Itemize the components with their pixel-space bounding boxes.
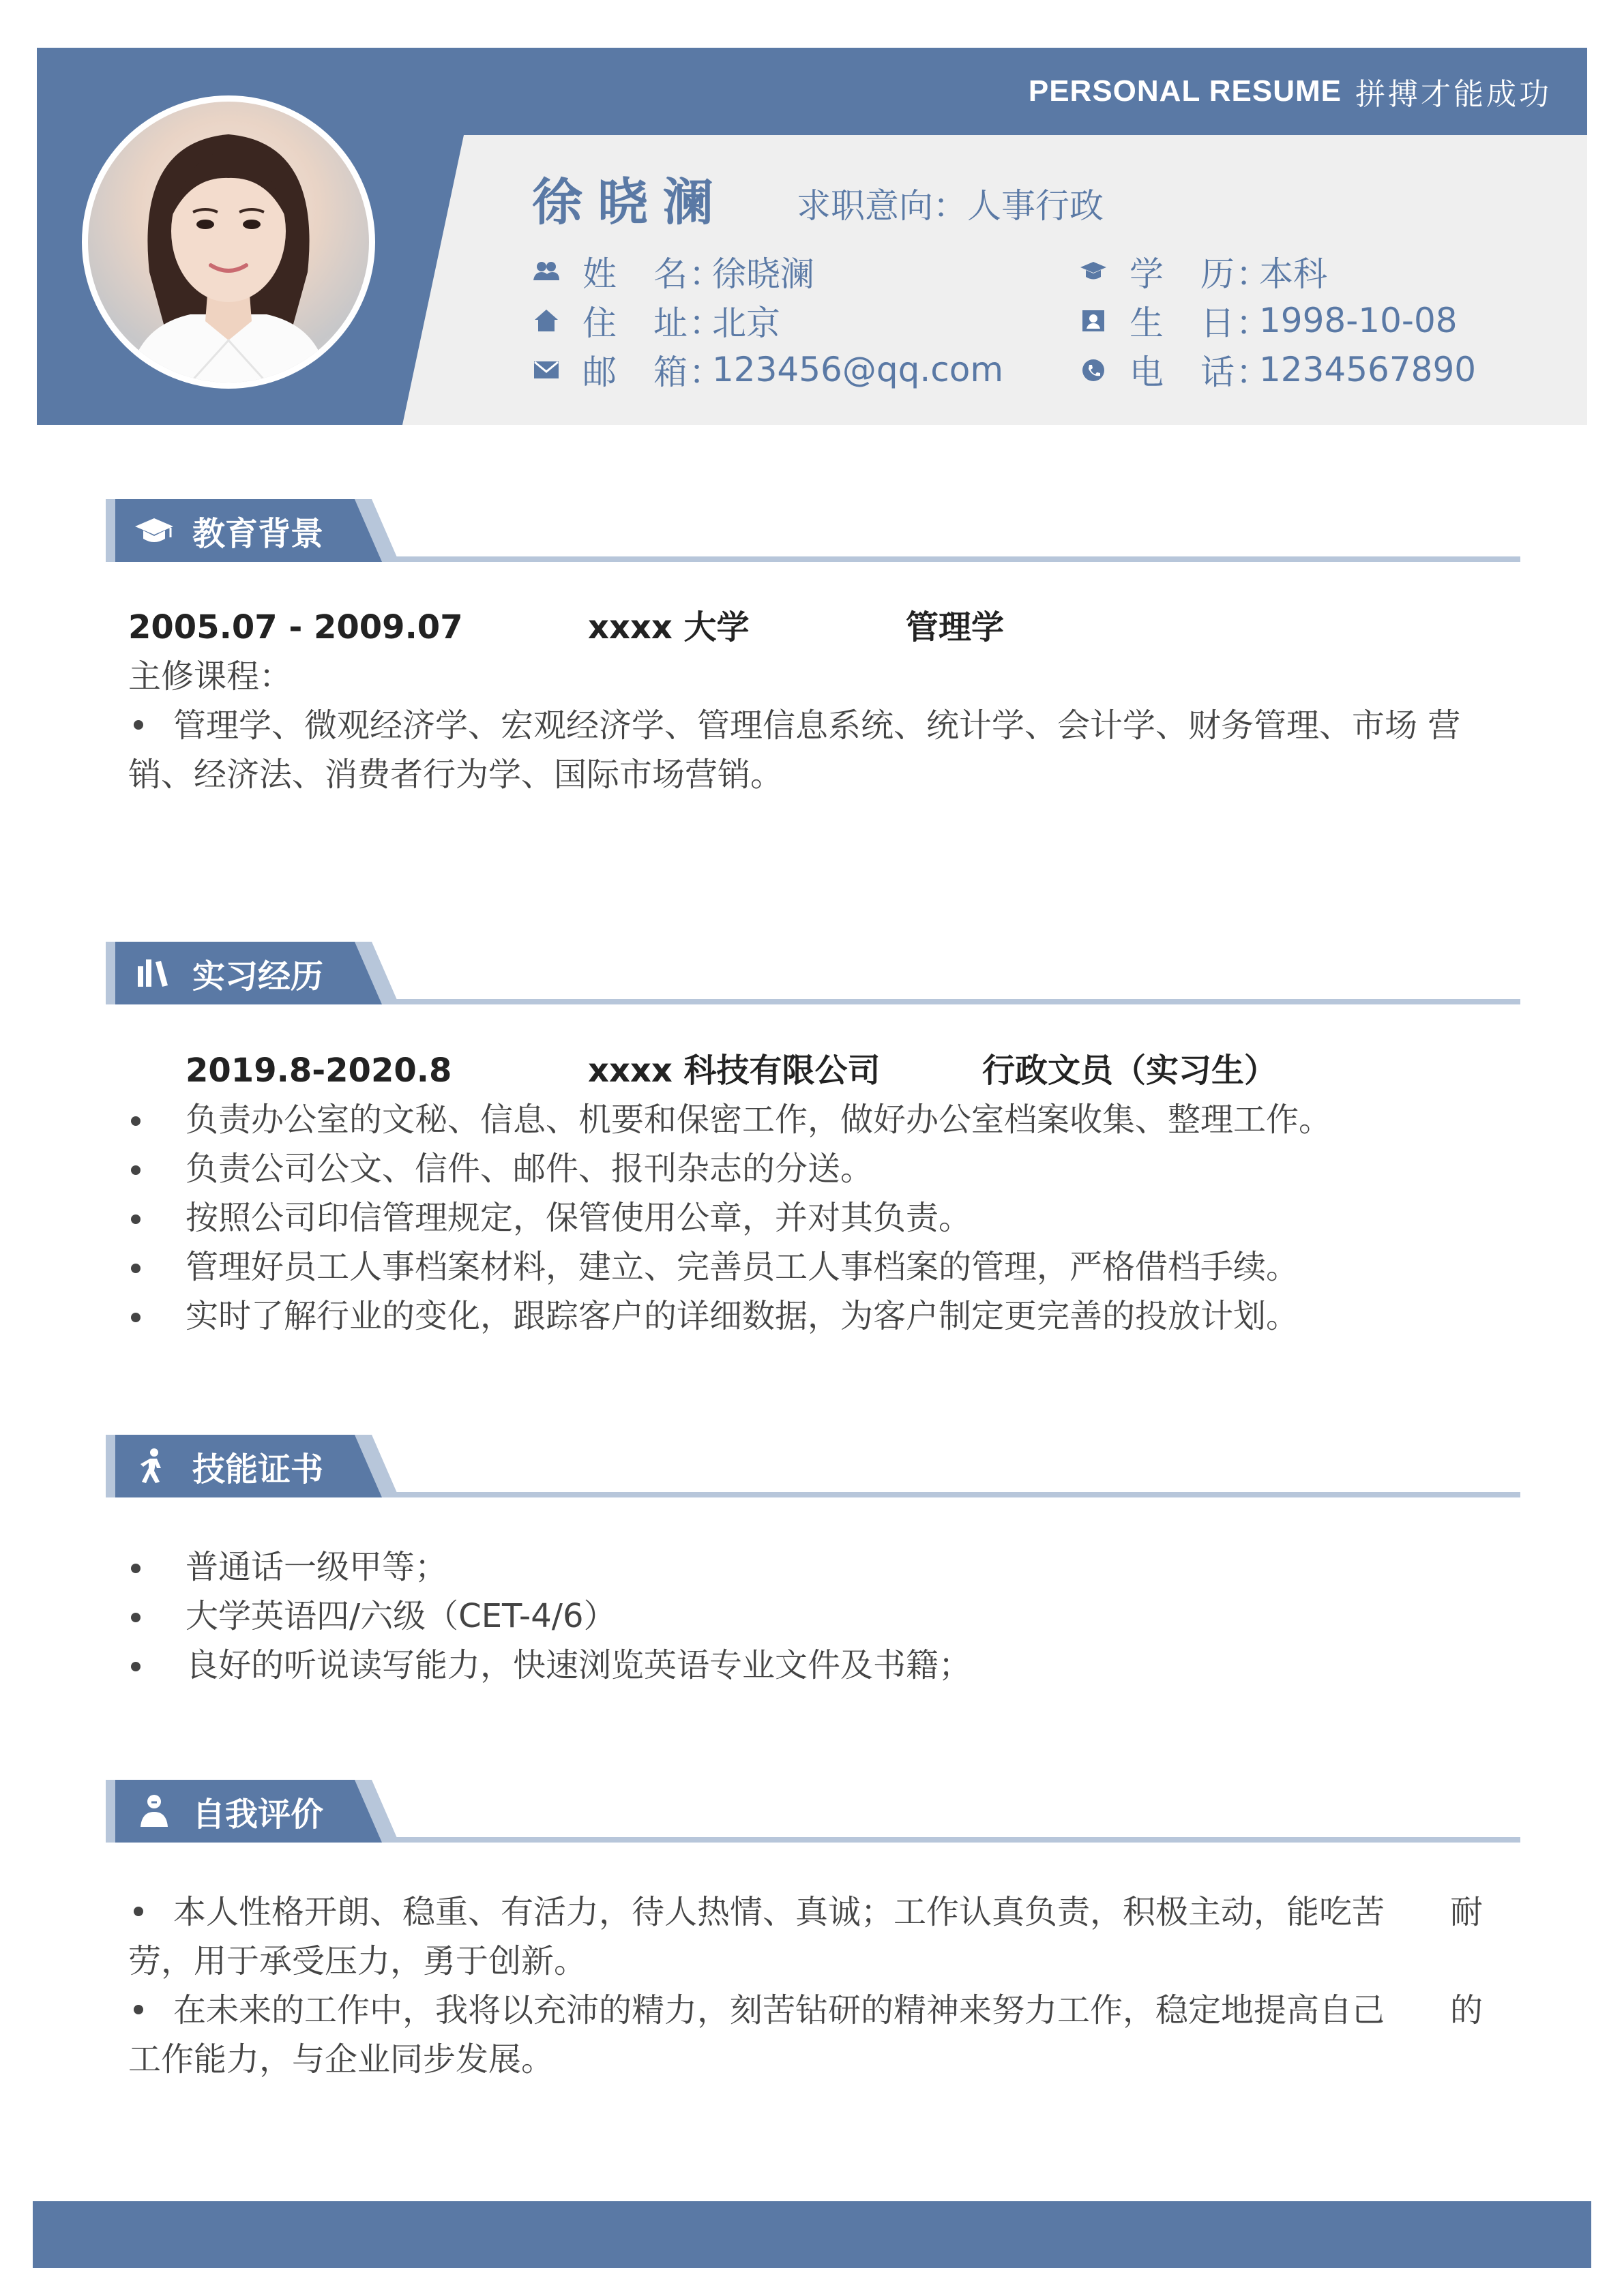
- self-eval-text: 本人性格开朗、稳重、有活力，待人热情、真诚；工作认真负责，积极主动，能吃苦 耐: [173, 1893, 1483, 1931]
- info-email-value: 123456@qq.com: [712, 350, 1004, 389]
- bullet: [134, 1907, 143, 1916]
- list-item: 良好的听说读写能力，快速浏览英语专业文件及书籍；: [128, 1641, 971, 1690]
- section-tab-stripe: [106, 499, 115, 562]
- info-phone: [1079, 345, 1476, 394]
- phone-icon: [1079, 355, 1108, 384]
- graduation-cap-icon: [1079, 257, 1108, 286]
- info-degree: [1079, 247, 1327, 296]
- list-item: 按照公司印信管理规定，保管使用公章，并对其负责。: [128, 1193, 1331, 1242]
- skills-list: [128, 1542, 971, 1690]
- list-item: 管理好员工人事档案材料，建立、完善员工人事档案的管理，严格借档手续。: [128, 1242, 1331, 1292]
- home-icon: [532, 306, 561, 335]
- section-title-text: 自我评价: [192, 1795, 324, 1834]
- section-title-skills: [134, 1435, 323, 1497]
- tagline-en: PERSONAL RESUME: [1028, 74, 1342, 108]
- section-tab-stripe: [106, 1435, 115, 1497]
- id-badge-icon: [1079, 306, 1108, 335]
- internship-duties: [128, 1095, 1331, 1341]
- courses-line-cont: 销、经济法、消费者行为学、国际市场营销。: [128, 756, 784, 794]
- info-name-value: 徐晓澜: [712, 254, 814, 294]
- candidate-name: 徐晓澜: [532, 173, 728, 232]
- tagline-cn: 拼搏才能成功: [1355, 77, 1552, 112]
- info-name: [532, 247, 814, 296]
- people-icon: [532, 257, 561, 286]
- info-address: [532, 296, 780, 345]
- info-birthday-value: 1998-10-08: [1259, 301, 1458, 340]
- info-address-label: 住 址：: [582, 303, 724, 343]
- info-degree-value: 本科: [1259, 254, 1327, 294]
- courses-text: 管理学、微观经济学、宏观经济学、管理信息系统、统计学、会计学、财务管理、市场 营: [173, 706, 1461, 745]
- list-item: 普通话一级甲等；: [128, 1542, 971, 1592]
- list-item: 实时了解行业的变化，跟踪客户的详细数据，为客户制定更完善的投放计划。: [128, 1292, 1331, 1341]
- internship-period: 2019.8-2020.8: [186, 1052, 452, 1090]
- walking-person-icon: [134, 1448, 175, 1485]
- info-degree-label: 学 历：: [1130, 254, 1271, 294]
- user-pin-icon: [134, 1793, 175, 1830]
- info-email: [532, 345, 1003, 394]
- section-title-text: 实习经历: [192, 957, 324, 996]
- info-name-label: 姓 名：: [582, 254, 724, 294]
- header-tagline: [1029, 48, 1587, 135]
- self-eval-paragraph-1-cont: 劳，用于承受压力，勇于创新。: [128, 1942, 587, 1980]
- graduation-cap-icon: [134, 514, 175, 547]
- section-title-text: 技能证书: [192, 1450, 324, 1489]
- list-item: 大学英语四/六级（CET-4/6）: [128, 1592, 971, 1641]
- section-tab-stripe: [106, 1780, 115, 1843]
- info-phone-label: 电 话：: [1130, 353, 1271, 392]
- section-tab-stripe: [106, 942, 115, 1004]
- internship-role: 行政文员（实习生）: [982, 1052, 1278, 1090]
- education-period: 2005.07 - 2009.07: [128, 608, 463, 646]
- section-title-education: [134, 499, 323, 562]
- bullet: [134, 2005, 143, 2014]
- courses-line: [128, 701, 1460, 750]
- avatar-frame: [82, 95, 375, 389]
- info-birthday-label: 生 日：: [1130, 303, 1271, 343]
- footer-band: [33, 2201, 1591, 2268]
- self-eval-paragraph-2-cont: 工作能力，与企业同步发展。: [128, 2040, 555, 2078]
- info-email-label: 邮 箱：: [582, 353, 724, 392]
- section-title-internship: [134, 942, 323, 1004]
- self-eval-text: 在未来的工作中，我将以充沛的精力，刻苦钻研的精神来努力工作，稳定地提高自己 的: [173, 1991, 1483, 2029]
- courses-label: 主修课程：: [128, 657, 293, 696]
- section-title-self-evaluation: [134, 1780, 323, 1843]
- avatar: [88, 102, 369, 383]
- books-icon: [134, 957, 175, 989]
- self-eval-paragraph-1: [128, 1888, 1483, 1937]
- job-intent: 求职意向：人事行政: [797, 186, 1104, 226]
- bullet: [134, 720, 143, 730]
- education-major: 管理学: [906, 608, 1005, 646]
- internship-company: xxxx 科技有限公司: [588, 1052, 881, 1090]
- list-item: 负责办公室的文秘、信息、机要和保密工作，做好办公室档案收集、整理工作。: [128, 1095, 1331, 1144]
- education-school: xxxx 大学: [588, 608, 750, 646]
- mail-icon: [532, 355, 561, 384]
- info-address-value: 北京: [712, 303, 780, 343]
- portrait-illustration: [88, 102, 369, 383]
- section-title-text: 教育背景: [192, 514, 324, 553]
- self-eval-paragraph-2: [128, 1986, 1483, 2035]
- list-item: 负责公司公文、信件、邮件、报刊杂志的分送。: [128, 1144, 1331, 1193]
- info-phone-value: 1234567890: [1259, 350, 1477, 389]
- info-birthday: [1079, 296, 1458, 345]
